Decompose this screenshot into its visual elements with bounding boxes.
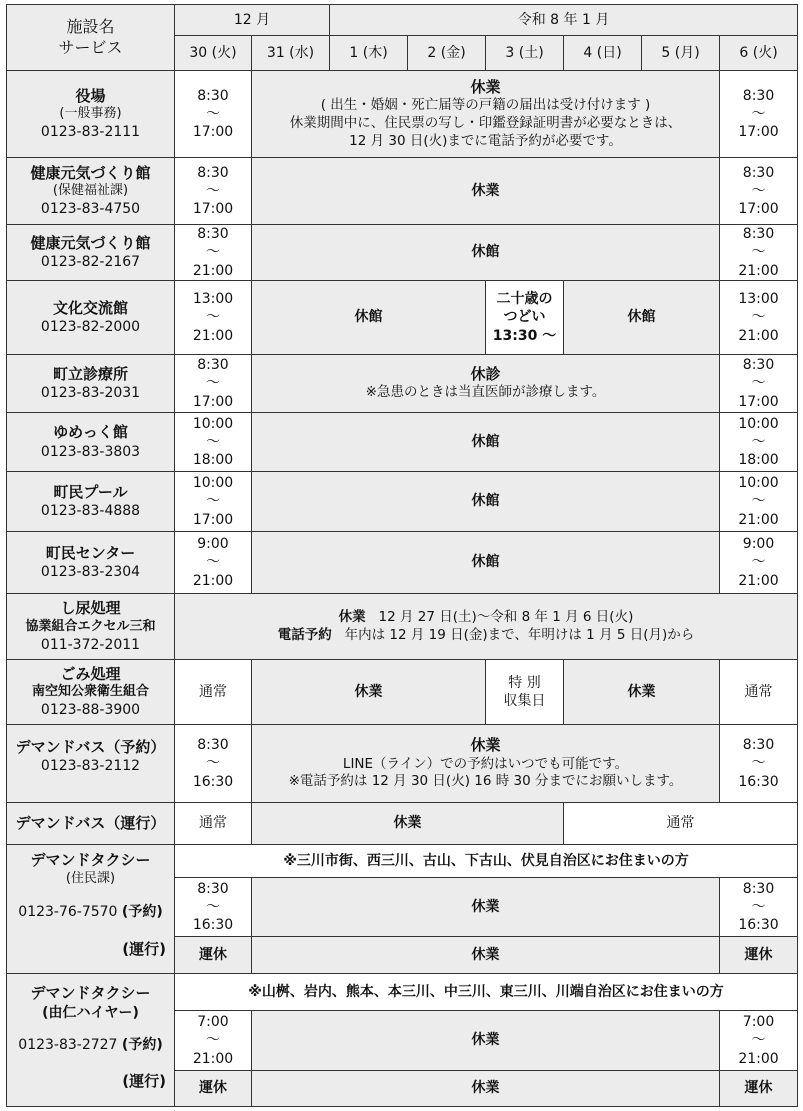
opening-hours-cell <box>720 158 798 225</box>
time-tilde: ～ <box>751 755 766 772</box>
normal-service-cell: 通常 <box>175 803 252 845</box>
time-end: 17:00 <box>738 393 779 410</box>
opening-hours-cell <box>720 225 798 281</box>
time-tilde: ～ <box>751 244 766 261</box>
table-row <box>7 355 798 413</box>
facility-name: デマンドバス（予約） <box>15 737 166 756</box>
opening-hours-cell <box>720 71 798 158</box>
reservation-label: (予約) <box>121 904 163 921</box>
time-tilde: ～ <box>206 755 220 772</box>
time-end: 17:00 <box>192 393 234 410</box>
time-tilde: ～ <box>751 493 766 510</box>
facility-cell <box>7 725 175 803</box>
opening-hours-cell <box>175 878 252 937</box>
facility-name: ごみ処理 <box>60 664 121 683</box>
table-row <box>7 225 798 281</box>
facility-phone: 0123-83-2304 <box>40 564 141 581</box>
status-label: 休業 <box>564 660 720 725</box>
opening-hours-cell <box>720 878 798 937</box>
table-row <box>7 803 798 845</box>
time-tilde: ～ <box>206 898 220 915</box>
event-line: つどい <box>503 309 546 326</box>
time-tilde: ～ <box>751 554 766 571</box>
normal-service-cell: 通常 <box>564 803 798 845</box>
status-label: 休業 <box>252 158 720 225</box>
time-start: 10:00 <box>192 415 234 432</box>
phone-number: 0123-83-2727 <box>18 1036 118 1053</box>
phone-number: 0123-76-7570 <box>18 904 118 921</box>
time-end: 17:00 <box>738 201 779 218</box>
facility-cell <box>7 281 175 355</box>
suspended-cell: 運休 <box>720 937 798 974</box>
facility-name: デマンドタクシー <box>30 984 151 1002</box>
facility-name: 文化交流館 <box>52 298 128 317</box>
day-header: 30 (火) <box>175 36 252 71</box>
time-end: 17:00 <box>192 124 234 141</box>
time-end: 21:00 <box>738 511 779 528</box>
time-start: 8:30 <box>197 737 229 754</box>
time-end: 21:00 <box>738 262 779 279</box>
table-row <box>7 413 798 472</box>
time-start: 10:00 <box>738 415 779 432</box>
day-header: 1 (木) <box>330 36 408 71</box>
status-label: 休館 <box>252 472 720 532</box>
opening-hours-cell <box>720 472 798 532</box>
time-start: 13:00 <box>192 291 234 308</box>
special-collection-line: 特 別 <box>508 674 541 691</box>
status-label: 休診 <box>470 364 501 383</box>
time-tilde: ～ <box>206 244 220 261</box>
service-area-note: ※三川市街、西三川、古山、下古山、伏見自治区にお住まいの方 <box>175 845 798 878</box>
facility-department: (一般事務) <box>59 106 122 122</box>
time-start: 8:30 <box>197 880 229 897</box>
notice-line: 12 月 30 日(火)までに電話予約が必要です。 <box>349 132 622 149</box>
facility-cell <box>7 845 175 974</box>
time-start: 8:30 <box>742 357 775 374</box>
facility-cell <box>7 803 175 845</box>
time-start: 10:00 <box>192 475 234 492</box>
opening-hours-cell <box>175 158 252 225</box>
table-row <box>7 158 798 225</box>
facility-cell <box>7 225 175 281</box>
status-label: 休業 <box>252 1071 720 1107</box>
facility-phone: 0123-83-2031 <box>40 385 141 402</box>
normal-service-cell: 通常 <box>720 660 798 725</box>
closed-notice-cell <box>175 594 798 660</box>
time-end: 17:00 <box>192 511 234 528</box>
time-end: 17:00 <box>738 124 779 141</box>
special-collection-line: 収集日 <box>503 693 546 709</box>
opening-hours-cell <box>720 281 798 355</box>
table-row <box>7 71 798 158</box>
facility-phone <box>7 903 174 921</box>
opening-hours-cell <box>175 472 252 532</box>
status-label: 休業 <box>252 803 564 845</box>
time-tilde: ～ <box>206 433 220 450</box>
facility-cell <box>7 532 175 594</box>
facility-name: ゆめっく館 <box>53 423 128 442</box>
facility-department: (保健福祉課) <box>52 183 129 199</box>
time-start: 10:00 <box>738 475 779 492</box>
special-collection-cell <box>486 660 564 725</box>
notice-line: ※電話予約は 12 月 30 日(火) 16 時 30 分までにお願いします。 <box>288 773 683 790</box>
closed-period: 12 月 27 日(土)～令和 8 年 1 月 6 日(火) <box>378 608 634 625</box>
day-header: 6 (火) <box>720 36 798 71</box>
time-start: 8:30 <box>742 737 775 754</box>
opening-hours-cell <box>175 532 252 594</box>
facility-phone: 011-372-2011 <box>40 636 141 653</box>
opening-hours-cell <box>175 281 252 355</box>
notice-line: ( 出生・婚姻・死亡届等の戸籍の届出は受け付けます ) <box>320 97 651 114</box>
time-start: 8:30 <box>197 226 229 243</box>
table-row <box>7 532 798 594</box>
facility-phone: 0123-83-4888 <box>40 503 141 520</box>
operation-label: (運行) <box>122 939 166 958</box>
facility-name: 健康元気づくり館 <box>30 233 151 252</box>
opening-hours-cell <box>175 413 252 472</box>
time-end: 16:30 <box>192 773 234 790</box>
suspended-cell: 運休 <box>175 1071 252 1107</box>
facility-name: し尿処理 <box>60 599 121 618</box>
time-tilde: ～ <box>206 182 220 199</box>
closed-notice-cell <box>252 355 720 413</box>
reservation-label: (予約) <box>121 1036 163 1053</box>
facility-cell <box>7 413 175 472</box>
time-start: 8:30 <box>197 357 229 374</box>
day-header: 3 (土) <box>486 36 564 71</box>
time-tilde: ～ <box>751 182 766 199</box>
time-start: 8:30 <box>742 880 775 897</box>
time-tilde: ～ <box>206 105 220 122</box>
facility-cell <box>7 974 175 1107</box>
time-end: 18:00 <box>738 452 779 469</box>
time-tilde: ～ <box>751 898 766 915</box>
event-time: 13:30 ～ <box>492 327 557 344</box>
opening-hours-cell <box>720 725 798 803</box>
facility-operator: (由仁ハイヤー) <box>42 1004 139 1021</box>
facility-cell <box>7 472 175 532</box>
opening-hours-cell <box>175 71 252 158</box>
table-row <box>7 845 798 878</box>
time-end: 16:30 <box>738 773 779 790</box>
opening-hours-cell <box>720 1011 798 1071</box>
time-tilde: ～ <box>206 1032 220 1049</box>
facility-cell <box>7 158 175 225</box>
notice-line <box>175 627 797 645</box>
time-end: 21:00 <box>738 572 779 589</box>
service-area-note: ※山桝、岩内、熊本、本三川、中三川、東三川、川端自治区にお住まいの方 <box>175 974 798 1011</box>
notice-line: ※急患のときは当直医師が診療します。 <box>365 384 606 401</box>
facility-phone: 0123-83-2111 <box>40 124 141 141</box>
status-label: 休館 <box>252 281 486 355</box>
month-january-header: 令和 8 年 1 月 <box>330 5 798 36</box>
table-row <box>7 660 798 725</box>
time-start: 8:30 <box>742 226 775 243</box>
time-end: 17:00 <box>192 201 234 218</box>
opening-hours-cell <box>175 355 252 413</box>
time-tilde: ～ <box>206 375 220 392</box>
facility-phone <box>7 1036 174 1054</box>
time-start: 7:00 <box>197 1014 229 1031</box>
time-start: 9:00 <box>197 536 229 553</box>
opening-hours-cell <box>720 355 798 413</box>
time-tilde: ～ <box>751 1032 766 1049</box>
suspended-cell: 運休 <box>175 937 252 974</box>
day-header: 31 (水) <box>252 36 330 71</box>
time-tilde: ～ <box>206 554 220 571</box>
facility-phone: 0123-82-2167 <box>40 254 141 271</box>
facility-name: 町民センター <box>45 543 136 562</box>
time-start: 9:00 <box>742 536 775 553</box>
facility-department: (住民課) <box>65 870 116 886</box>
facility-phone: 0123-83-3803 <box>40 443 141 460</box>
time-tilde: ～ <box>206 493 220 510</box>
facility-name: 町立診療所 <box>52 364 128 383</box>
time-end: 21:00 <box>738 327 779 344</box>
facility-name: デマンドタクシー <box>30 851 151 869</box>
facility-phone: 0123-82-2000 <box>40 319 141 336</box>
opening-hours-cell <box>175 225 252 281</box>
facility-cell <box>7 594 175 660</box>
normal-service-cell: 通常 <box>175 660 252 725</box>
facility-name: 健康元気づくり館 <box>30 163 151 182</box>
facility-cell <box>7 660 175 725</box>
table-row <box>7 974 798 1011</box>
notice-line: 休業期間中に、住民票の写し・印鑑登録証明書が必要なときは、 <box>289 114 682 131</box>
table-row <box>7 281 798 355</box>
table-row <box>7 472 798 532</box>
closed-notice-cell <box>252 725 720 803</box>
time-tilde: ～ <box>751 309 766 326</box>
table-row <box>7 725 798 803</box>
facility-header <box>7 5 175 71</box>
facility-phone: 0123-88-3900 <box>40 702 141 719</box>
month-december-header: 12 月 <box>175 5 330 36</box>
opening-hours-cell <box>720 532 798 594</box>
time-end: 16:30 <box>738 917 779 934</box>
day-header: 4 (日) <box>564 36 642 71</box>
status-label: 休業 <box>252 1011 720 1071</box>
time-end: 16:30 <box>192 917 234 934</box>
time-end: 21:00 <box>192 1050 234 1067</box>
day-header: 5 (月) <box>642 36 720 71</box>
time-end: 21:00 <box>738 1050 779 1067</box>
time-start: 13:00 <box>738 291 779 308</box>
facility-operator: 協業組合エクセル三和 <box>25 618 156 634</box>
time-start: 8:30 <box>197 87 229 104</box>
time-start: 7:00 <box>742 1014 775 1031</box>
status-label: 休業 <box>470 736 501 755</box>
time-tilde: ～ <box>206 309 220 326</box>
time-end: 21:00 <box>192 327 234 344</box>
facility-phone: 0123-83-4750 <box>40 201 141 218</box>
status-label: 休館 <box>252 413 720 472</box>
facility-cell <box>7 71 175 158</box>
time-start: 8:30 <box>197 164 229 181</box>
operation-label: (運行) <box>122 1071 166 1090</box>
facility-header-label: 施設名 <box>66 16 115 36</box>
status-label: 休業 <box>252 878 720 937</box>
time-end: 18:00 <box>192 452 234 469</box>
reservation-period: 年内は 12 月 19 日(金)まで、年明けは 1 月 5 日(月)から <box>344 626 695 643</box>
facility-cell <box>7 355 175 413</box>
coming-of-age-event-cell <box>486 281 564 355</box>
notice-line: LINE（ライン）での予約はいつでも可能です。 <box>342 755 629 772</box>
day-header: 2 (金) <box>408 36 486 71</box>
spacer <box>7 775 174 789</box>
facility-operator: 南空知公衆衛生組合 <box>31 684 149 700</box>
facility-phone: 0123-83-2112 <box>40 758 141 775</box>
facility-name: 町民プール <box>53 482 128 501</box>
phone-reservation-label: 電話予約 <box>277 626 332 643</box>
time-end: 21:00 <box>192 572 234 589</box>
facility-name: 役場 <box>75 86 106 105</box>
time-tilde: ～ <box>751 433 766 450</box>
event-line: 二十歳の <box>496 291 553 308</box>
time-start: 8:30 <box>742 87 775 104</box>
status-label: 休業 <box>252 660 486 725</box>
opening-hours-cell <box>720 413 798 472</box>
status-label: 休館 <box>564 281 720 355</box>
status-label: 休業 <box>252 937 720 974</box>
status-label: 休館 <box>252 225 720 281</box>
status-label: 休業 <box>338 608 366 625</box>
time-tilde: ～ <box>751 375 766 392</box>
notice-line <box>175 609 797 627</box>
opening-hours-cell <box>175 725 252 803</box>
service-header-label: サービス <box>58 37 123 57</box>
time-end: 21:00 <box>192 262 234 279</box>
time-tilde: ～ <box>751 105 766 122</box>
holiday-schedule-table <box>6 4 798 1107</box>
opening-hours-cell <box>175 1011 252 1071</box>
facility-name: デマンドバス（運行） <box>15 813 166 832</box>
status-label: 休館 <box>252 532 720 594</box>
status-label: 休業 <box>470 77 501 96</box>
closed-notice-cell <box>252 71 720 158</box>
table-row <box>7 594 798 660</box>
suspended-cell: 運休 <box>720 1071 798 1107</box>
time-start: 8:30 <box>742 164 775 181</box>
